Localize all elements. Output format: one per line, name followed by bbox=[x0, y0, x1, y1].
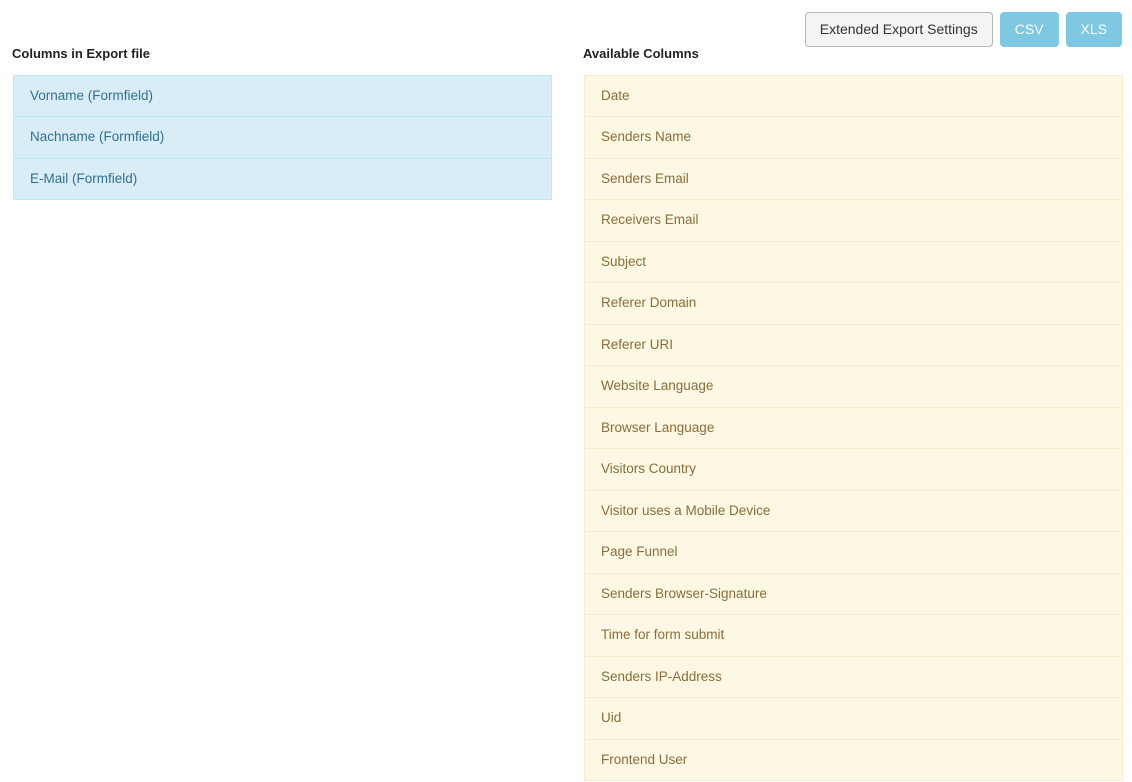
available-column-item[interactable]: Time for form submit bbox=[584, 614, 1123, 656]
export-column-item[interactable]: Vorname (Formfield) bbox=[13, 75, 552, 117]
export-xls-button[interactable]: XLS bbox=[1066, 12, 1122, 47]
available-columns-list[interactable] bbox=[583, 74, 1124, 782]
export-columns-heading: Columns in Export file bbox=[12, 46, 150, 61]
available-column-item[interactable]: Receivers Email bbox=[584, 199, 1123, 241]
available-column-item[interactable]: Visitors Country bbox=[584, 448, 1123, 490]
export-toolbar bbox=[805, 12, 1122, 47]
available-column-item[interactable]: Frontend User bbox=[584, 739, 1123, 782]
export-columns-panel bbox=[12, 46, 553, 201]
available-column-item[interactable]: Subject bbox=[584, 241, 1123, 283]
available-column-item[interactable]: Visitor uses a Mobile Device bbox=[584, 490, 1123, 532]
available-columns-panel bbox=[583, 46, 1124, 782]
available-column-item[interactable]: Senders Email bbox=[584, 158, 1123, 200]
available-column-item[interactable]: Date bbox=[584, 75, 1123, 117]
available-column-item[interactable]: Referer URI bbox=[584, 324, 1123, 366]
extended-export-settings-button[interactable]: Extended Export Settings bbox=[805, 12, 993, 47]
export-column-item[interactable]: E-Mail (Formfield) bbox=[13, 158, 552, 201]
available-column-item[interactable]: Page Funnel bbox=[584, 531, 1123, 573]
available-column-item[interactable]: Senders Browser-Signature bbox=[584, 573, 1123, 615]
export-columns-list[interactable] bbox=[12, 74, 553, 202]
available-column-item[interactable]: Senders Name bbox=[584, 116, 1123, 158]
available-column-item[interactable]: Website Language bbox=[584, 365, 1123, 407]
available-column-item[interactable]: Senders IP-Address bbox=[584, 656, 1123, 698]
available-column-item[interactable]: Uid bbox=[584, 697, 1123, 739]
available-column-item[interactable]: Referer Domain bbox=[584, 282, 1123, 324]
available-column-item[interactable]: Browser Language bbox=[584, 407, 1123, 449]
export-column-item[interactable]: Nachname (Formfield) bbox=[13, 116, 552, 158]
available-columns-heading: Available Columns bbox=[583, 46, 699, 61]
export-csv-button[interactable]: CSV bbox=[1000, 12, 1059, 47]
